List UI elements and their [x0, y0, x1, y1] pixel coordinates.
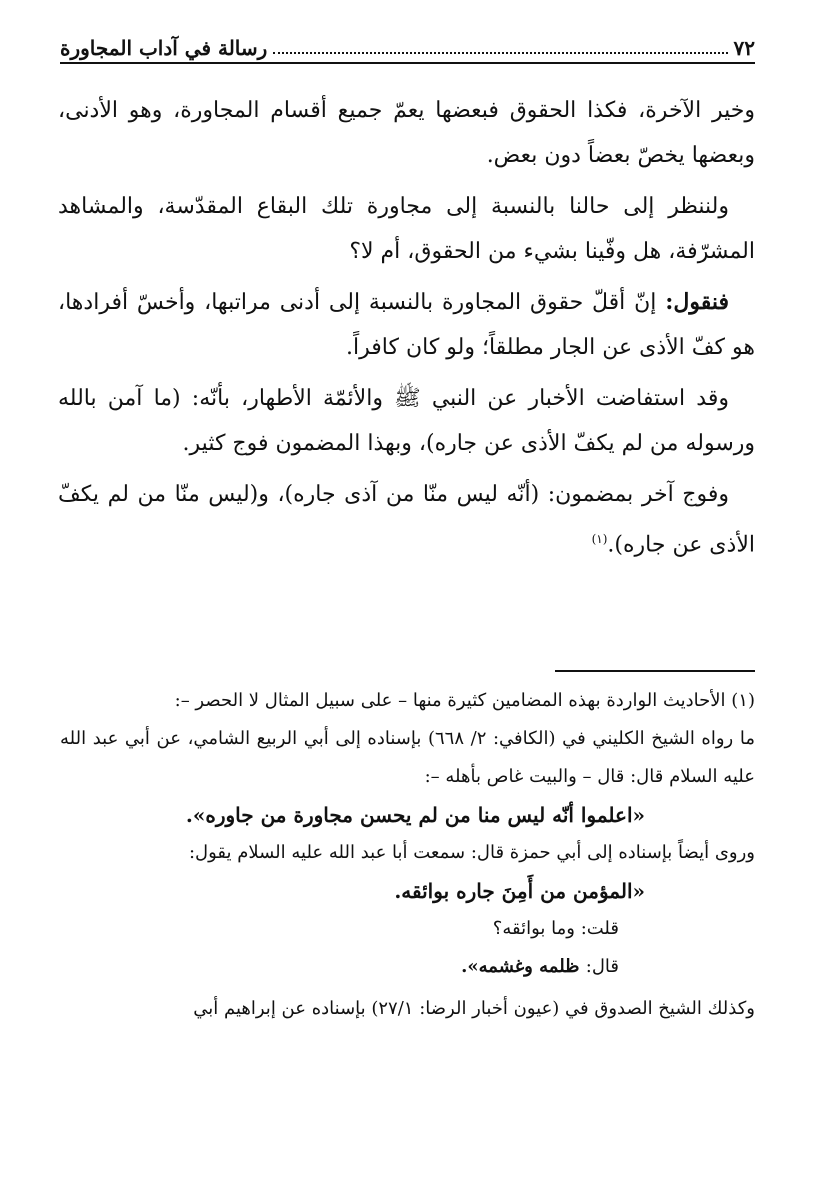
paragraph-5-text: وفوج آخر بمضمون: (أنّه ليس منّا من آذى جاره)، و(ليس منّا من لم يكفّ الأذى عن جاره). — [58, 482, 755, 558]
footnote-1-answer-lead: قال: — [585, 956, 619, 977]
footnote-1-intro: (١) الأحاديث الواردة بهذه المضامين كثيرة منها – على سبيل المثال لا الحصر –: — [174, 690, 755, 711]
footnote-reference: (١) — [591, 532, 608, 546]
paragraph-3-rest: إنّ أقلّ حقوق المجاورة بالنسبة إلى أدنى مراتبها، وأخسّ أفرادها، هو كفّ الأذى عن الجار مطلقاً؛ ولو كان كافراً. — [58, 290, 755, 360]
footnote-1-kafi: ما رواه الشيخ الكليني في (الكافي: ٢/ ٦٦٨) بإسناده إلى أبي الربيع الشامي، عن أبي عبد الله عليه السلام قال: قال – والبيت غاص بأهله –: — [60, 728, 755, 787]
footnote-separator — [555, 670, 755, 672]
footnote-1-saduq: وكذلك الشيخ الصدوق في (عيون أخبار الرضا: ٢٧/١) بإسناده عن إبراهيم أبي — [193, 998, 755, 1019]
footnote-1-hadith-1: «اعلموا أنّه ليس منا من لم يحسن مجاورة من جاوره». — [185, 803, 645, 827]
paragraph-5 — [58, 472, 755, 567]
paragraph-3 — [58, 280, 755, 370]
header-dot-leader — [273, 52, 727, 54]
page-number: ٧٢ — [733, 36, 755, 60]
footnote-1-answer — [60, 948, 755, 986]
footnote-1-abu-hamza: وروى أيضاً بإسناده إلى أبي حمزة قال: سمعت أبا عبد الله عليه السلام يقول: — [188, 842, 755, 863]
running-title: رسالة في آداب المجاورة — [60, 36, 268, 60]
footnote-1-question: قلت: وما بوائقه؟ — [492, 918, 619, 939]
paragraph-3-lead: فنقول: — [665, 289, 729, 315]
page-header — [60, 28, 755, 64]
main-text — [58, 88, 755, 573]
footnote-1-answer-rest: ظلمه وغشمه». — [461, 956, 586, 977]
footnotes — [60, 682, 755, 1028]
footnote-1-hadith-2: «المؤمن من أَمِنَ جاره بوائقه. — [394, 879, 645, 903]
paragraph-1: وخير الآخرة، فكذا الحقوق فبعضها يعمّ جميع أقسام المجاورة، وهو الأدنى، وبعضها يخصّ بعضاً دون بعض. — [58, 98, 755, 168]
paragraph-4: وقد استفاضت الأخبار عن النبي ﷺ والأئمّة الأطهار، بأنّه: (ما آمن بالله ورسوله من لم يكفّ الأذى عن جاره)، وبهذا المضمون فوج كثير. — [58, 386, 755, 456]
paragraph-2: ولننظر إلى حالنا بالنسبة إلى مجاورة تلك البقاع المقدّسة، والمشاهد المشرّفة، هل وفّينا بشيء من الحقوق، أم لا؟ — [58, 194, 755, 264]
